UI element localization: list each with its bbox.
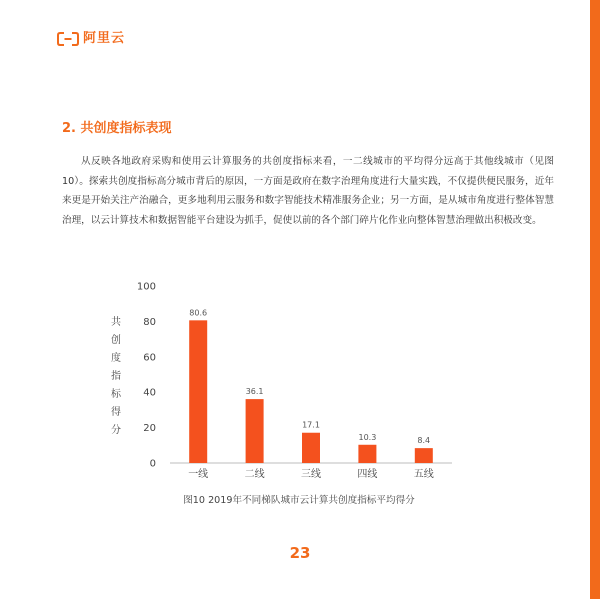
- x-tick-label: 二线: [244, 469, 265, 480]
- value-label: 80.6: [189, 308, 208, 318]
- y-axis-label-char: 标: [111, 389, 121, 400]
- value-labels: [189, 308, 430, 445]
- bar: [189, 320, 207, 463]
- y-tick-label: 60: [143, 352, 156, 364]
- x-tick-label: 三线: [301, 469, 321, 480]
- y-axis-label-char: 分: [111, 425, 121, 436]
- logo-text: 阿里云: [83, 31, 126, 46]
- y-tick-label: 80: [143, 316, 156, 328]
- x-tick-label: 五线: [413, 469, 434, 480]
- bar: [246, 399, 264, 463]
- bar: [415, 448, 433, 463]
- x-tick-label: 四线: [357, 469, 378, 480]
- y-axis-label-char: 指: [111, 371, 121, 382]
- y-axis-label-char: 共: [111, 317, 121, 328]
- y-axis-label-char: 创: [111, 335, 121, 346]
- bar: [358, 445, 376, 463]
- y-tick-label: 0: [149, 458, 156, 470]
- y-axis-ticks: [137, 282, 156, 470]
- y-tick-label: 100: [136, 281, 156, 293]
- chart-caption: 图10 2019年不同梯队城市云计算共创度指标平均得分: [183, 495, 415, 506]
- y-tick-label: 40: [143, 387, 156, 399]
- section-title: 2. 共创度指标表现: [62, 121, 172, 136]
- y-axis-label-char: 得: [111, 407, 121, 418]
- value-label: 36.1: [245, 387, 264, 397]
- body-paragraph: 从反映各地政府采购和使用云计算服务的共创度指标来看，一二线城市的平均得分远高于其他线城市（见图10）。探索共创度指标高分城市背后的原因，一方面是政府在数字治理角度进行大量实践，不仅提供便民服务，近年来更是开始关注产治融合，更多地利用云服务和数字智能技术精准服务企业；另一方面，是从城市角度进行整体智慧治理，以云计算技术和数据智能平台建设为抓手，促使以前的各个部门碎片化作业向整体智慧治理做出积极改变。: [62, 156, 554, 226]
- x-axis-ticks: [188, 467, 434, 480]
- x-tick-label: 一线: [188, 469, 209, 480]
- value-label: 8.4: [417, 436, 431, 446]
- y-axis-label: [111, 315, 122, 436]
- y-axis-label-char: 度: [111, 353, 121, 364]
- bar: [302, 433, 320, 463]
- value-label: 17.1: [302, 420, 320, 430]
- value-label: 10.3: [358, 432, 377, 442]
- page-number: 23: [289, 544, 311, 562]
- bars: [189, 320, 433, 463]
- y-tick-label: 20: [143, 423, 156, 435]
